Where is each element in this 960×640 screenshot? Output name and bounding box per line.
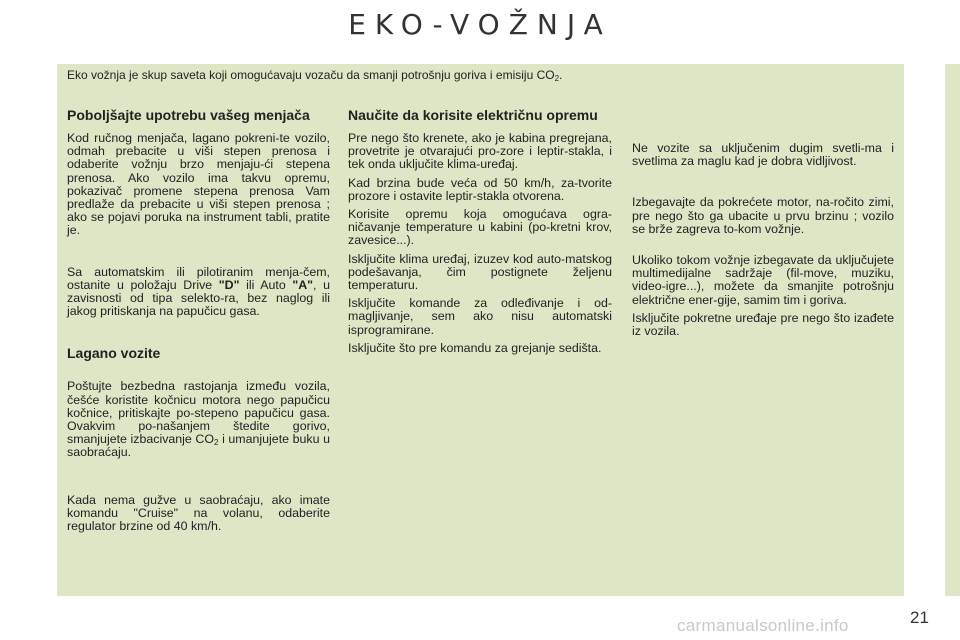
para-seat-heating: Isključite što pre komandu za grejanje sedišta. <box>348 340 602 355</box>
column-2 <box>348 108 612 355</box>
para2-drive: "D" <box>218 277 240 292</box>
para2-text-b: ili Auto <box>239 277 293 292</box>
heading-electrical-equipment: Naučite da korisite električnu opremu <box>348 107 598 123</box>
para-air-conditioning: Isključite klima uređaj, izuzev kod auto-matskog podešavanja, čim postignete željenu temperaturu. <box>348 251 612 293</box>
side-tab <box>945 64 960 596</box>
para3-text-a: Poštujte bezbedna rastojanja između vozila, češće koristite kočnicu motora nego papučicu kočnice, pritiskajte po-stepeno papučicu gasa. Ovakvim po-našanjem štedite gorivo, smanjujete izbacivanje CO <box>67 379 330 447</box>
watermark: carmanualsonline.info <box>677 616 849 635</box>
page-number: 21 <box>910 608 929 627</box>
para-mobile-devices: Isključite pokretne uređaje pre nego što izađete iz vozila. <box>632 310 894 339</box>
para-speed-50: Kad brzina bude veća od 50 km/h, za-tvorite prozore i ostavite leptir-stakla otvorena. <box>348 175 612 203</box>
para2-text-a: Sa automatskim ili pilotiranim menja-čem, ostanite u položaju Drive <box>67 264 330 292</box>
heading-drive-gently: Lagano vozite <box>67 345 161 362</box>
intro-main: Eko vožnja je skup saveta koji omogućavaju vozaču da smanji potrošnju goriva i emisiju CO <box>67 68 555 82</box>
para-automatic-gearbox <box>67 266 330 319</box>
para-lights: Ne vozite sa uključenim dugim svetli-ma i svetlima za maglu kad je dobra vidljivost. <box>632 141 894 169</box>
para-ventilate: Pre nego što krenete, ako je kabina pregrejana, provetrite je otvarajući pro-zore i leptir-stakla, i tek onda uključite klima-uređaj. <box>348 131 612 172</box>
para-engine-start: Izbegavajte da pokrećete motor, na-ročito zimi, pre nego što ga ubacite u prvu brzinu ; vozilo se brže zagreva to-kom vožnje. <box>632 195 894 236</box>
para-cruise: Kada nema gužve u saobraćaju, ako imate komandu "Cruise" na volanu, odaberite regulator brzine od 40 km/h. <box>67 492 330 534</box>
para-defrost: Isključite komande za odleđivanje i od-magljivanje, sem ako nisu automatski isprogramirane. <box>348 296 612 337</box>
para-safe-distance <box>67 380 330 459</box>
column-3 <box>632 142 894 338</box>
para3-subscript: 2 <box>214 438 219 448</box>
page-title: EKO-VOŽNJA <box>348 8 612 41</box>
para-manual-gearbox: Kod ručnog menjača, lagano pokreni-te vozilo, odmah prebacite u viši stepen prenosa i odaberite vožnju brzo menjaju-ći stepena prenosa. Ako vozilo ima takvu opremu, pokazivač promene stepena prenosa Vam predlaže da prebacite u viši stepen prenosa ; ako se pojavi poruka na instrument tabli, pratite je. <box>67 131 330 238</box>
column-1 <box>67 108 330 533</box>
para-limit-temperature: Korisite opremu koja omogućava ogra-ničavanje temperature u kabini (po-kretni krov, zavesice...). <box>348 207 612 248</box>
intro-text <box>67 68 562 82</box>
para-multimedia: Ukoliko tokom vožnje izbegavate da uključujete multimedijalne sadržaje (fil-move, muziku, video-igre...), možete da smanjite potrošnju električne ener-gije, samim tim i goriva. <box>632 253 894 307</box>
intro-subscript: 2 <box>554 74 560 83</box>
para2-text-c: , u zavisnosti od tipa selekto-ra, bez naglog ili jakog pritiskanja na papučicu gasa. <box>67 277 330 319</box>
intro-end: . <box>559 68 563 82</box>
para2-auto: "A" <box>292 277 314 292</box>
heading-gearbox: Poboljšajte upotrebu vašeg menjača <box>67 107 310 123</box>
para3-text-b: i umanjujete buku u saobraćaju. <box>67 432 330 460</box>
